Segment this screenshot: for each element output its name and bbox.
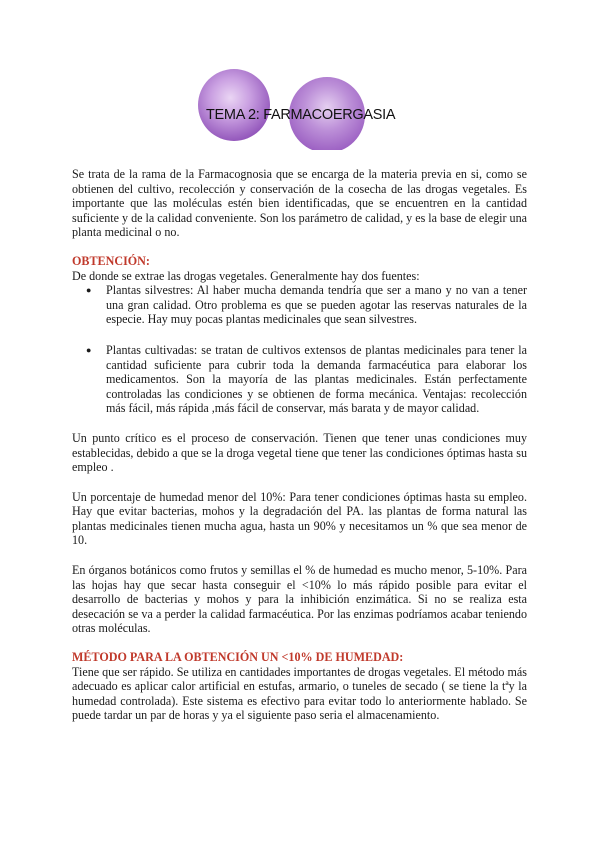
metodo-heading: MÉTODO PARA LA OBTENCIÓN UN <10% DE HUMEDAD: bbox=[72, 650, 404, 665]
left-watercolor-circle bbox=[198, 69, 270, 141]
page-title: TEMA 2: FARMACOERGASIA bbox=[206, 107, 396, 123]
list-item: ● Plantas silvestres: Al haber mucha demanda tendría que ser a mano y no van a tener una gran calidad. Otro problema es que se pueden agotar las reservas naturales de la especie. Hay muy pocas plantas medicinales que sean silvestres. bbox=[106, 283, 527, 327]
intro-paragraph: Se trata de la rama de la Farmacognosia que se encarga de la materia previa en si, como se obtienen del cultivo, recolección y conservación de la cosecha de las drogas vegetales. Es importante que las moléculas estén bien identificadas, que se encuentren en la cantidad suficiente y de la calidad conveniente. Son los parámetro de calidad, y es la base de elegir una planta medicinal o no. bbox=[72, 167, 528, 240]
sources-list bbox=[72, 283, 527, 416]
botanical-organs-paragraph: En órganos botánicos como frutos y semillas el % de humedad es mucho menor, 5-10%. Para las hojas hay que secar hasta conseguir el <10% lo más rápido posible para evitar el desarrollo de bacterias y mohos y para la inhibición enzimática. Si no se realiza esta desecación se va a perder la calidad farmacéutica. Por las enzimas podríamos acabar teniendo otras moléculas. bbox=[72, 563, 527, 636]
metodo-paragraph: Tiene que ser rápido. Se utiliza en cantidades importantes de drogas vegetales. El método más adecuado es aplicar calor artificial en estufas, armario, o tuneles de secado ( se tiene la tªy la humedad controlada). Este sistema es efectivo para evitar todo lo anteriormente hablado. Se puede tardar un par de horas y ya el siguiente paso seria el almacenamiento. bbox=[72, 664, 527, 723]
obtencion-heading: OBTENCIÓN: bbox=[72, 253, 150, 268]
list-item: ● Plantas cultivadas: se tratan de cultivos extensos de plantas medicinales para tener la cantidad suficiente para cubrir toda la demanda farmacéutica para elaborar los medicamentos. Son la mayoría de las plantas medicinales. Están perfectamente controladas las condiciones y se obtienen de forma mecánica. Ventajas: recolección más fácil, más rápida ,más fácil de conservar, más barata y de mayor calidad. bbox=[106, 343, 527, 416]
conservation-paragraph: Un punto crítico es el proceso de conservación. Tienen que tener unas condiciones muy establecidas, debido a que se la droga vegetal tiene que tener las condiciones óptimas hasta su empleo . bbox=[72, 430, 527, 475]
watercolor-circles-decoration bbox=[0, 0, 600, 150]
document-body bbox=[72, 167, 527, 723]
title-banner bbox=[0, 0, 600, 150]
obtencion-lead: De donde se extrae las drogas vegetales. Generalmente hay dos fuentes: bbox=[72, 268, 420, 283]
humidity-paragraph: Un porcentaje de humedad menor del 10%: Para tener condiciones óptimas hasta su empleo. Hay que evitar bacterias, mohos y la degradación del PA. las plantas de forma natural las plantas medicinales tienen mucha agua, hasta un 90% y necesitamos un % que sea menor de 10. bbox=[72, 489, 527, 548]
